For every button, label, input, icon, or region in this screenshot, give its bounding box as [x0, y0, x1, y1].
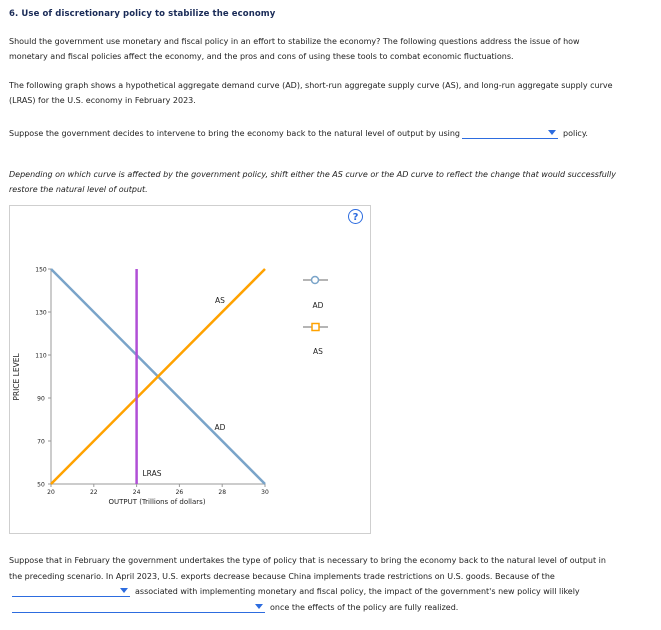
followup-line-3: associated with implementing monetary and fiscal policy, the impact of the government's new policy will likely [135, 587, 580, 596]
as-palette-tool[interactable] [303, 324, 328, 331]
x-tick-label: 24 [132, 489, 141, 496]
instruction-line-1: Depending on which curve is affected by the government policy, shift either the AS curve or the AD curve to reflect the change that would successfully [9, 170, 616, 179]
y-tick-label: 50 [37, 481, 45, 489]
x-tick-label: 30 [261, 489, 269, 496]
y-tick-label: 110 [35, 352, 47, 360]
intro-line-1: Should the government use monetary and fiscal policy in an effort to stabilize the economy? The following questions address the issue of how [9, 37, 580, 46]
graph-desc-line-2: (LRAS) for the U.S. economy in February 2023. [9, 96, 196, 105]
as-palette-label: AS [313, 347, 323, 356]
impact-dropdown[interactable] [12, 602, 265, 613]
chevron-down-icon [548, 130, 556, 135]
graph-panel [9, 205, 371, 534]
reason-dropdown[interactable] [12, 586, 130, 597]
chevron-down-icon [120, 588, 128, 593]
circle-marker-icon [312, 277, 319, 284]
policy-type-dropdown[interactable] [462, 128, 558, 139]
x-axis-label: OUTPUT (Trillions of dollars) [108, 498, 206, 506]
y-tick-label: 150 [35, 266, 47, 274]
y-tick-label: 70 [37, 438, 45, 446]
ad-palette-label: AD [312, 301, 324, 310]
intro-line-2: monetary and fiscal policies affect the economy, and the pros and cons of using these tools to combat economic fluctuations. [9, 52, 514, 61]
followup-line-4: once the effects of the policy are fully realized. [270, 603, 459, 612]
x-tick-label: 20 [47, 489, 55, 496]
intervene-text: Suppose the government decides to intervene to bring the economy back to the natural level of output by using [9, 129, 460, 138]
chevron-down-icon [255, 604, 263, 609]
y-axis-label: PRICE LEVEL [12, 353, 21, 401]
graph-desc-line-1: The following graph shows a hypothetical aggregate demand curve (AD), short-run aggregate supply curve (AS), and long-run aggregate supply curve [9, 81, 613, 90]
x-tick-label: 22 [89, 489, 98, 496]
followup-line-2: the preceding scenario. In April 2023, U.S. exports decrease because China implements trade restrictions on U.S. goods. Because of the [9, 572, 555, 581]
y-tick-label: 130 [35, 309, 47, 317]
intervene-suffix: policy. [563, 129, 588, 138]
ad-palette-tool[interactable] [303, 277, 328, 284]
ad-curve-label: AD [214, 423, 226, 432]
as-curve-label: AS [215, 296, 225, 305]
help-icon[interactable]: ? [348, 209, 363, 224]
x-tick-label: 28 [218, 489, 227, 496]
page-title: 6. Use of discretionary policy to stabilize the economy [9, 9, 276, 19]
lras-curve-label: LRAS [142, 469, 162, 478]
instruction-line-2: restore the natural level of output. [9, 185, 148, 194]
followup-line-1: Suppose that in February the government undertakes the type of policy that is necessary to bring the economy back to the natural level of output in [9, 556, 606, 565]
chart-svg [10, 206, 370, 533]
y-tick-label: 90 [37, 395, 45, 403]
square-marker-icon [312, 324, 319, 331]
x-tick-label: 26 [175, 489, 184, 496]
